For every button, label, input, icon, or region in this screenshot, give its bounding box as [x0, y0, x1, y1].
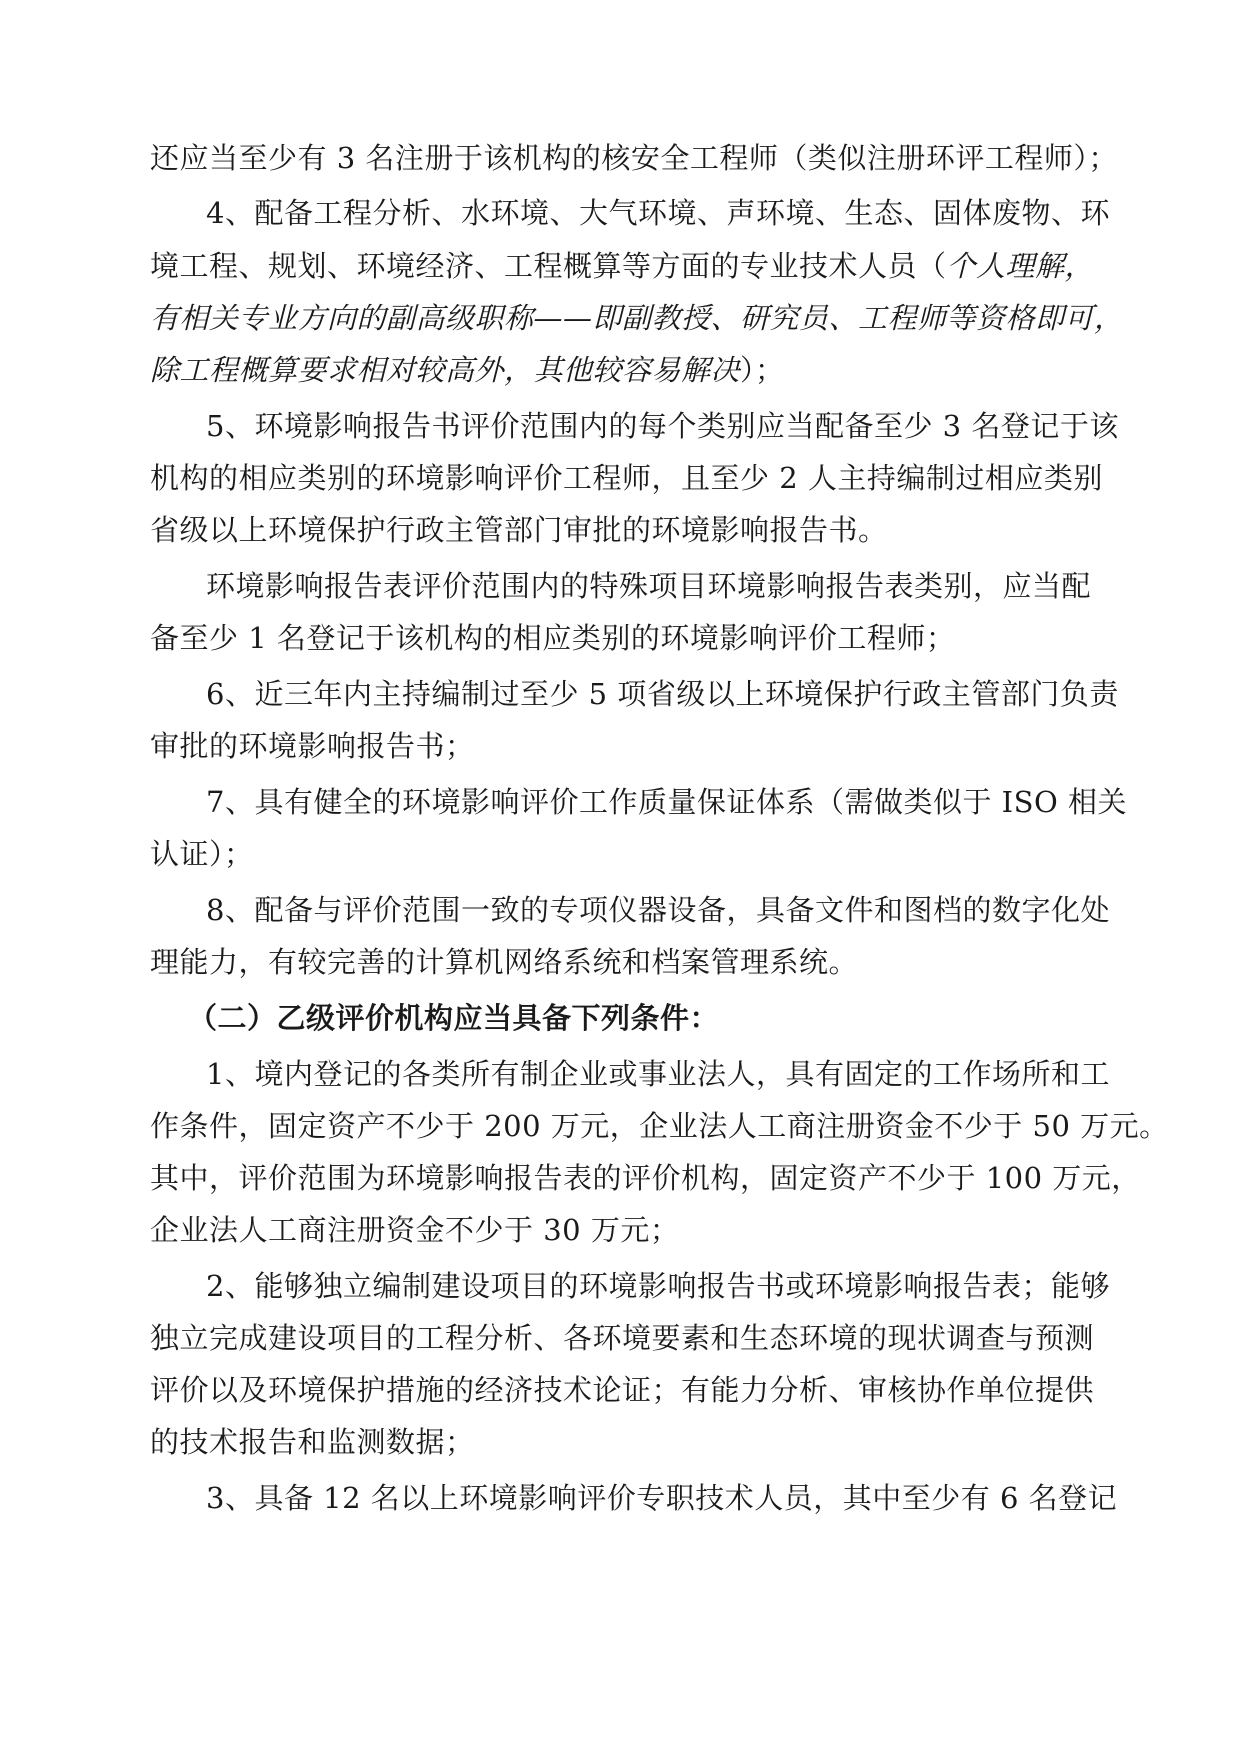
text-line: 环境影响报告表评价范围内的特殊项目环境影响报告表类别，应当配: [206, 569, 1092, 603]
text-line: 其中，评价范围为环境影响报告表的评价机构，固定资产不少于 100 万元，: [150, 1161, 1141, 1195]
text-line: 3、具备 12 名以上环境影响评价专职技术人员，其中至少有 6 名登记: [206, 1481, 1118, 1515]
text-line: [150, 246, 1094, 286]
italic-note-line: 有相关专业方向的副高级职称——即副教授、研究员、工程师等资格即可，: [150, 301, 1124, 335]
text-line: [150, 350, 785, 390]
italic-note: 个人理解，: [946, 249, 1095, 283]
text-line: 企业法人工商注册资金不少于 30 万元；: [150, 1213, 680, 1247]
text-line: 作条件，固定资产不少于 200 万元，企业法人工商注册资金不少于 50 万元。: [150, 1109, 1169, 1143]
text-line: 4、配备工程分析、水环境、大气环境、声环境、生态、固体废物、环: [206, 196, 1110, 230]
text-line: 理能力，有较完善的计算机网络系统和档案管理系统。: [150, 945, 859, 979]
section-heading: （二）乙级评价机构应当具备下列条件：: [188, 1001, 720, 1035]
text-line: 还应当至少有 3 名注册于该机构的核安全工程师（类似注册环评工程师）；: [150, 141, 1118, 175]
italic-note: 除工程概算要求相对较高外，其他较容易解决: [150, 353, 741, 387]
text-line: 6、近三年内主持编制过至少 5 项省级以上环境保护行政主管部门负责: [206, 677, 1119, 711]
text-line: 备至少 1 名登记于该机构的相应类别的环境影响评价工程师；: [150, 621, 956, 655]
text-line: 的技术报告和监测数据；: [150, 1425, 475, 1459]
text-span: 境工程、规划、环境经济、工程概算等方面的专业技术人员（: [150, 249, 947, 283]
text-line: 机构的相应类别的环境影响评价工程师，且至少 2 人主持编制过相应类别: [150, 461, 1103, 495]
text-line: 1、境内登记的各类所有制企业或事业法人，具有固定的工作场所和工: [206, 1057, 1110, 1091]
text-line: 省级以上环境保护行政主管部门审批的环境影响报告书。: [150, 513, 888, 547]
text-line: 认证）；: [150, 837, 254, 871]
text-line: 评价以及环境保护措施的经济技术论证；有能力分析、审核协作单位提供: [150, 1373, 1095, 1407]
text-line: 2、能够独立编制建设项目的环境影响报告书或环境影响报告表；能够: [206, 1269, 1110, 1303]
text-line: 审批的环境影响报告书；: [150, 729, 475, 763]
text-span: ）；: [740, 353, 785, 387]
text-line: 8、配备与评价范围一致的专项仪器设备，具备文件和图档的数字化处: [206, 893, 1110, 927]
text-line: 7、具有健全的环境影响评价工作质量保证体系（需做类似于 ISO 相关: [206, 785, 1127, 819]
text-line: 独立完成建设项目的工程分析、各环境要素和生态环境的现状调查与预测: [150, 1321, 1095, 1355]
text-line: 5、环境影响报告书评价范围内的每个类别应当配备至少 3 名登记于该: [206, 409, 1119, 443]
